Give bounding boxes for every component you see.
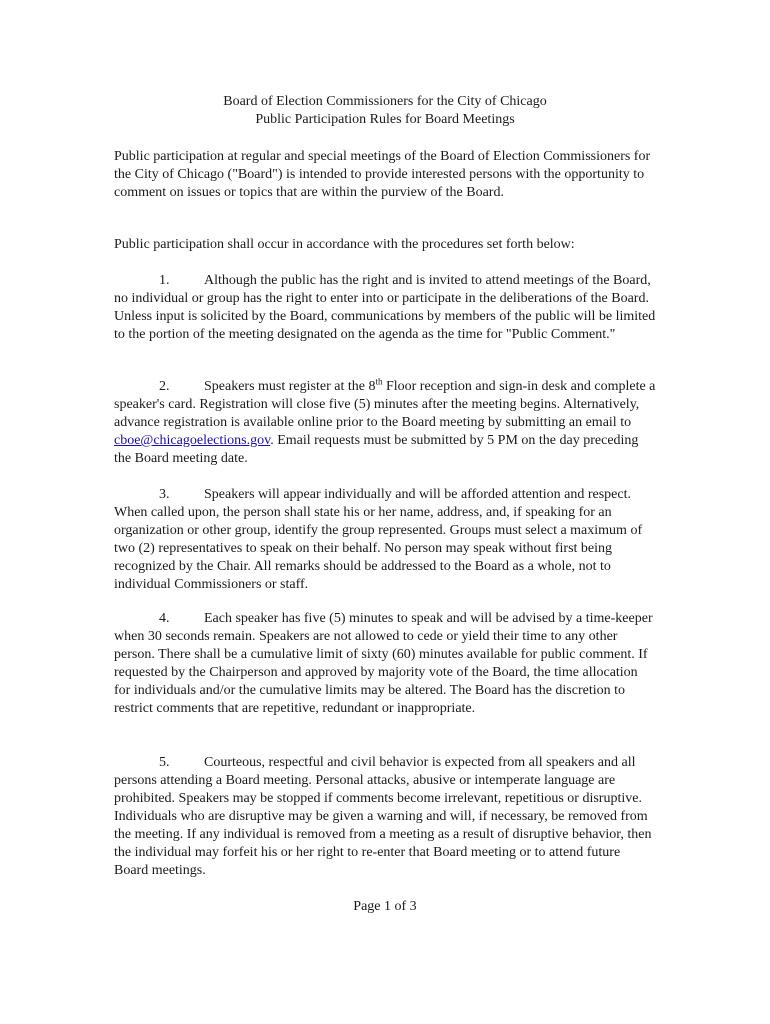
procedures-intro: Public participation shall occur in accordance with the procedures set forth below: (114, 237, 575, 252)
rule-3 (114, 486, 657, 594)
intro-paragraph: Public participation at regular and special meetings of the Board of Election Commissioners for the City of Chicago ("Board") is intended to provide interested persons with the opportunity to comment on issues or topics that are within the purview of the Board. (114, 149, 651, 200)
ordinal-superscript: th (375, 376, 383, 387)
rule-text: Although the public has the right and is invited to attend meetings of the Board, no individual or group has the right to enter into or participate in the deliberations of the Board. Unless input is solicited by the Board, communications by members of the public will be limited to the portion of the meeting designated on the agenda as the time for "Public Comment." (114, 273, 656, 342)
rule-number: 2. (159, 379, 170, 394)
rule-text: Speakers must register at the 8 (204, 379, 376, 394)
page-number: Page 1 of 3 (353, 899, 417, 914)
rule-1 (114, 272, 657, 344)
rule-number: 4. (159, 611, 170, 626)
rule-5 (114, 754, 657, 880)
rule-4 (114, 610, 657, 718)
rule-text: Each speaker has five (5) minutes to speak and will be advised by a time-keeper when 30 seconds remain. Speakers are not allowed to cede or yield their time to any other person. There shall be a cumulative limit of sixty (60) minutes available for public comment. If requested by the Chairperson and approved by majority vote of the Board, the time allocation for individuals and/or the cumulative limits may be altered. The Board has the discretion to restrict comments that are repetitive, redundant or inappropriate. (114, 611, 653, 716)
rule-text: Floor reception and sign-in desk and complete a speaker's card. Registration will close five (5) minutes after the meeting begins. Alternatively, advance registration is available online prior to the Board meeting by submitting an email to (114, 379, 656, 430)
document-title-line1: Board of Election Commissioners for the City of Chicago (223, 94, 547, 109)
rule-number: 1. (159, 273, 170, 288)
rule-number: 3. (159, 487, 170, 502)
document-title-line2: Public Participation Rules for Board Meetings (255, 112, 515, 127)
rule-text: . Email requests must be submitted by 5 PM on the day preceding the Board meeting date. (114, 433, 639, 466)
email-link[interactable]: cboe@chicagoelections.gov (114, 433, 271, 448)
rule-text: Courteous, respectful and civil behavior is expected from all speakers and all persons attending a Board meeting. Personal attacks, abusive or intemperate language are prohibited. Speakers may be stopped if comments become irrelevant, repetitious or disruptive. Individuals who are disruptive may be given a warning and will, if necessary, be removed from the meeting. If any individual is removed from a meeting as a result of disruptive behavior, then the individual may forfeit his or her right to re-enter that Board meeting or to attend future Board meetings. (114, 755, 652, 878)
rule-number: 5. (159, 755, 170, 770)
rule-2 (114, 378, 657, 468)
rule-text: Speakers will appear individually and will be afforded attention and respect. When called upon, the person shall state his or her name, address, and, if speaking for an organization or other group, identify the group represented. Groups must select a maximum of two (2) representatives to speak on their behalf. No person may speak without first being recognized by the Chair. All remarks should be addressed to the Board as a whole, not to individual Commissioners or staff. (114, 487, 643, 592)
